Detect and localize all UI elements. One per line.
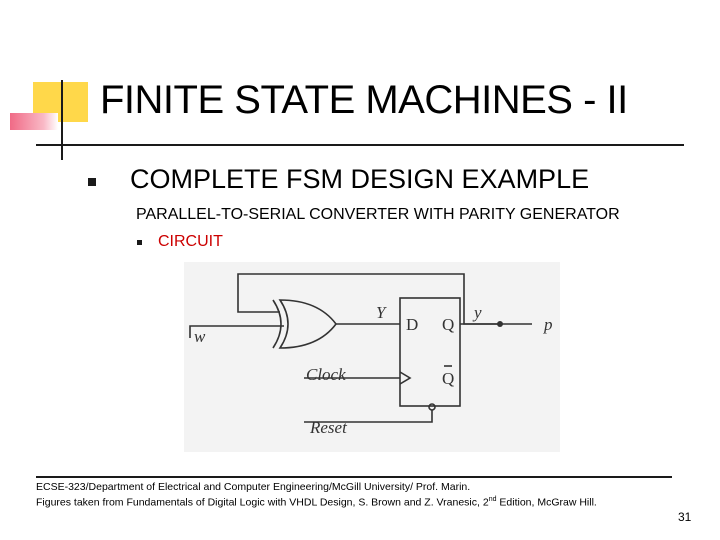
label-w: w (194, 327, 206, 346)
section-subheading: PARALLEL-TO-SERIAL CONVERTER WITH PARITY GENERATOR (136, 206, 620, 223)
label-p: p (544, 315, 553, 334)
footer-source (36, 496, 597, 509)
pin-Qbar: Q (442, 369, 455, 388)
pin-D: D (406, 315, 419, 334)
footer-rule (36, 476, 672, 478)
bullet-square-icon (137, 240, 142, 245)
label-clock: Clock (306, 365, 346, 384)
reset-bubble (429, 404, 435, 410)
footer-source-sup: nd (488, 496, 497, 503)
slide-title: FINITE STATE MACHINES - II (100, 78, 628, 122)
xor-gate (280, 300, 336, 348)
circuit-label: CIRCUIT (158, 233, 223, 250)
label-y: y (474, 303, 482, 322)
title-underline (36, 144, 684, 146)
section-heading: COMPLETE FSM DESIGN EXAMPLE (130, 164, 590, 194)
footer-source-text-end: Edition, McGraw Hill. (496, 496, 597, 509)
page-number: 31 (678, 510, 692, 524)
pin-Q: Q (442, 315, 455, 334)
xor-extra-arc (273, 300, 281, 348)
footer-source-text: Figures taken from Fundamentals of Digital Logic with VHDL Design, S. Brown and Z. Vranesic, 2 (36, 496, 489, 509)
junction-dot (497, 321, 503, 327)
footer-credit: ECSE-323/Department of Electrical and Computer Engineering/McGill University/ Prof. Marin. (36, 481, 471, 493)
circuit-diagram (184, 262, 560, 452)
label-Y: Y (376, 303, 386, 322)
decor-red-bar (10, 113, 58, 130)
decor-vertical-line (61, 80, 63, 160)
bullet-square-icon (88, 178, 96, 186)
label-reset: Reset (310, 418, 347, 437)
clock-edge (400, 372, 410, 384)
